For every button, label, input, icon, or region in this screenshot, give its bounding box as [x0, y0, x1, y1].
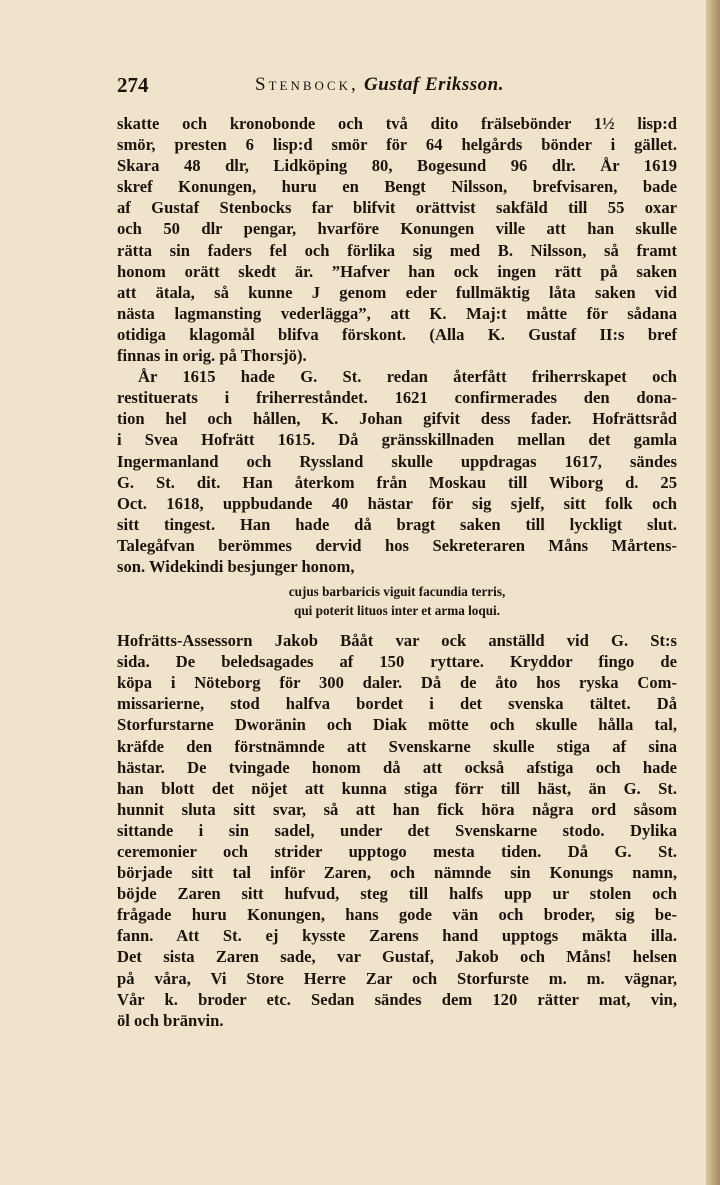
text-line: son. Widekindi besjunger honom, — [117, 556, 355, 576]
text-line: finnas in orig. på Thorsjö). — [117, 346, 307, 366]
text-line: rätta sin faders fel och förlika sig med B. Nilsson, så framt — [117, 240, 677, 260]
text-line: skref Konungen, huru en Bengt Nilsson, brefvisaren, bade — [117, 177, 677, 197]
text-line: Skara 48 dlr, Lidköping 80, Bogesund 96 dlr. År 1619 — [117, 156, 677, 176]
text-line: fann. Att St. ej kysste Zarens hand upptogs mäkta illa. — [117, 926, 677, 946]
text-line: Hofrätts-Assessorn Jakob Bååt var ock anställd vid G. St:s — [117, 631, 677, 651]
text-line: sittande i sin sadel, under det Svenskarne stodo. Dylika — [117, 820, 677, 840]
text-line: kräfde den förstnämnde att Svenskarne skulle stiga af sina — [117, 736, 677, 756]
text-line: hunnit sluta sitt svar, så att han fick höra några ord såsom — [117, 799, 677, 819]
text-line: i Svea Hofrätt 1615. Då gränsskillnaden mellan det gamla — [117, 430, 677, 450]
text-line: och 50 dlr pengar, hvarföre Konungen ville att han skulle — [117, 219, 677, 239]
text-line: af Gustaf Stenbocks far blifvit orättvist sakfäld till 55 oxar — [117, 198, 677, 218]
text-line: på våra, Vi Store Herre Zar och Storfurste m. m. vägnar, — [117, 968, 677, 988]
text-line: Vår k. broder etc. Sedan sändes dem 120 rätter mat, vin, — [117, 989, 677, 1009]
page-header — [117, 73, 677, 101]
text-line: otidiga klagomål blifva förskont. (Alla K. Gustaf II:s bref — [117, 324, 677, 344]
running-head-author: Stenbock, — [255, 74, 359, 95]
latin-quote — [117, 583, 677, 620]
running-head-title: Gustaf Eriksson. — [363, 74, 504, 95]
text-line: restituerats i friherreståndet. 1621 confirmerades den dona- — [117, 388, 677, 408]
text-line: Oct. 1618, uppbudande 40 hästar för sig sjelf, sitt folk och — [117, 493, 677, 513]
quote-line: cujus barbaricis viguit facundia terris, — [288, 584, 506, 600]
text-line: smör, presten 6 lisp:d smör för 64 helgårds bönder i gället. — [117, 135, 677, 155]
text-line: hästar. De tvingade honom då att också afstiga och hade — [117, 757, 677, 777]
paragraph-2 — [117, 366, 677, 577]
text-line: År 1615 hade G. St. redan återfått friherrskapet och — [138, 367, 677, 387]
text-line: tion hel och hållen, K. Johan gifvit dess fader. Hofrättsråd — [117, 409, 677, 429]
page-edge — [706, 0, 720, 1185]
page-number: 274 — [117, 73, 149, 97]
text-line: Det sista Zaren sade, var Gustaf, Jakob och Måns! helsen — [117, 947, 677, 967]
text-line: sitt tingest. Han hade då bragt saken till lyckligt slut. — [117, 514, 677, 534]
text-line: frågade huru Konungen, hans gode vän och broder, sig be- — [117, 905, 677, 925]
text-line: missarierne, stod halfva bordet i det svenska tältet. Då — [117, 694, 677, 714]
quote-line: qui poterit lituos inter et arma loqui. — [294, 602, 500, 618]
text-line: skatte och kronobonde och två dito frälsebönder 1½ lisp:d — [117, 114, 677, 133]
text-line: köpa i Nöteborg för 300 daler. Då de åto hos ryska Com- — [117, 673, 677, 693]
text-line: Storfurstarne Dworänin och Diak mötte och skulle hålla tal, — [117, 715, 677, 735]
running-head — [255, 74, 504, 96]
text-line: ceremonier och strider upptogo mesta tiden. Då G. St. — [117, 842, 677, 861]
text-line: nästa lagmansting vederlägga”, att K. Maj:t måtte för sådana — [117, 303, 677, 323]
paragraph-1 — [117, 113, 677, 366]
text-line: att ätala, så kunne J genom eder fullmäktig låta saken vid — [117, 282, 677, 302]
text-line: G. St. dit. Han återkom från Moskau till Wiborg d. 25 — [117, 472, 677, 492]
text-line: han blott det nöjet att kunna stiga förr till häst, än G. St. — [117, 778, 677, 798]
text-line: Talegåfvan berömmes dervid hos Sekreteraren Måns Mårtens- — [117, 535, 677, 555]
text-line: öl och bränvin. — [117, 1010, 224, 1030]
text-line: böjde Zaren sitt hufvud, steg till halfs upp ur stolen och — [117, 884, 677, 904]
text-line: Ingermanland och Ryssland skulle uppdragas 1617, sändes — [117, 451, 677, 471]
body-text — [117, 113, 677, 1031]
paragraph-3 — [117, 630, 677, 1031]
text-line: sida. De beledsagades af 150 ryttare. Kryddor fingo de — [117, 652, 677, 672]
text-line: honom orätt skedt är. ”Hafver han ock ingen rätt på saken — [117, 261, 677, 281]
text-line: började sitt tal inför Zaren, och nämnde sin Konungs namn, — [117, 863, 677, 883]
